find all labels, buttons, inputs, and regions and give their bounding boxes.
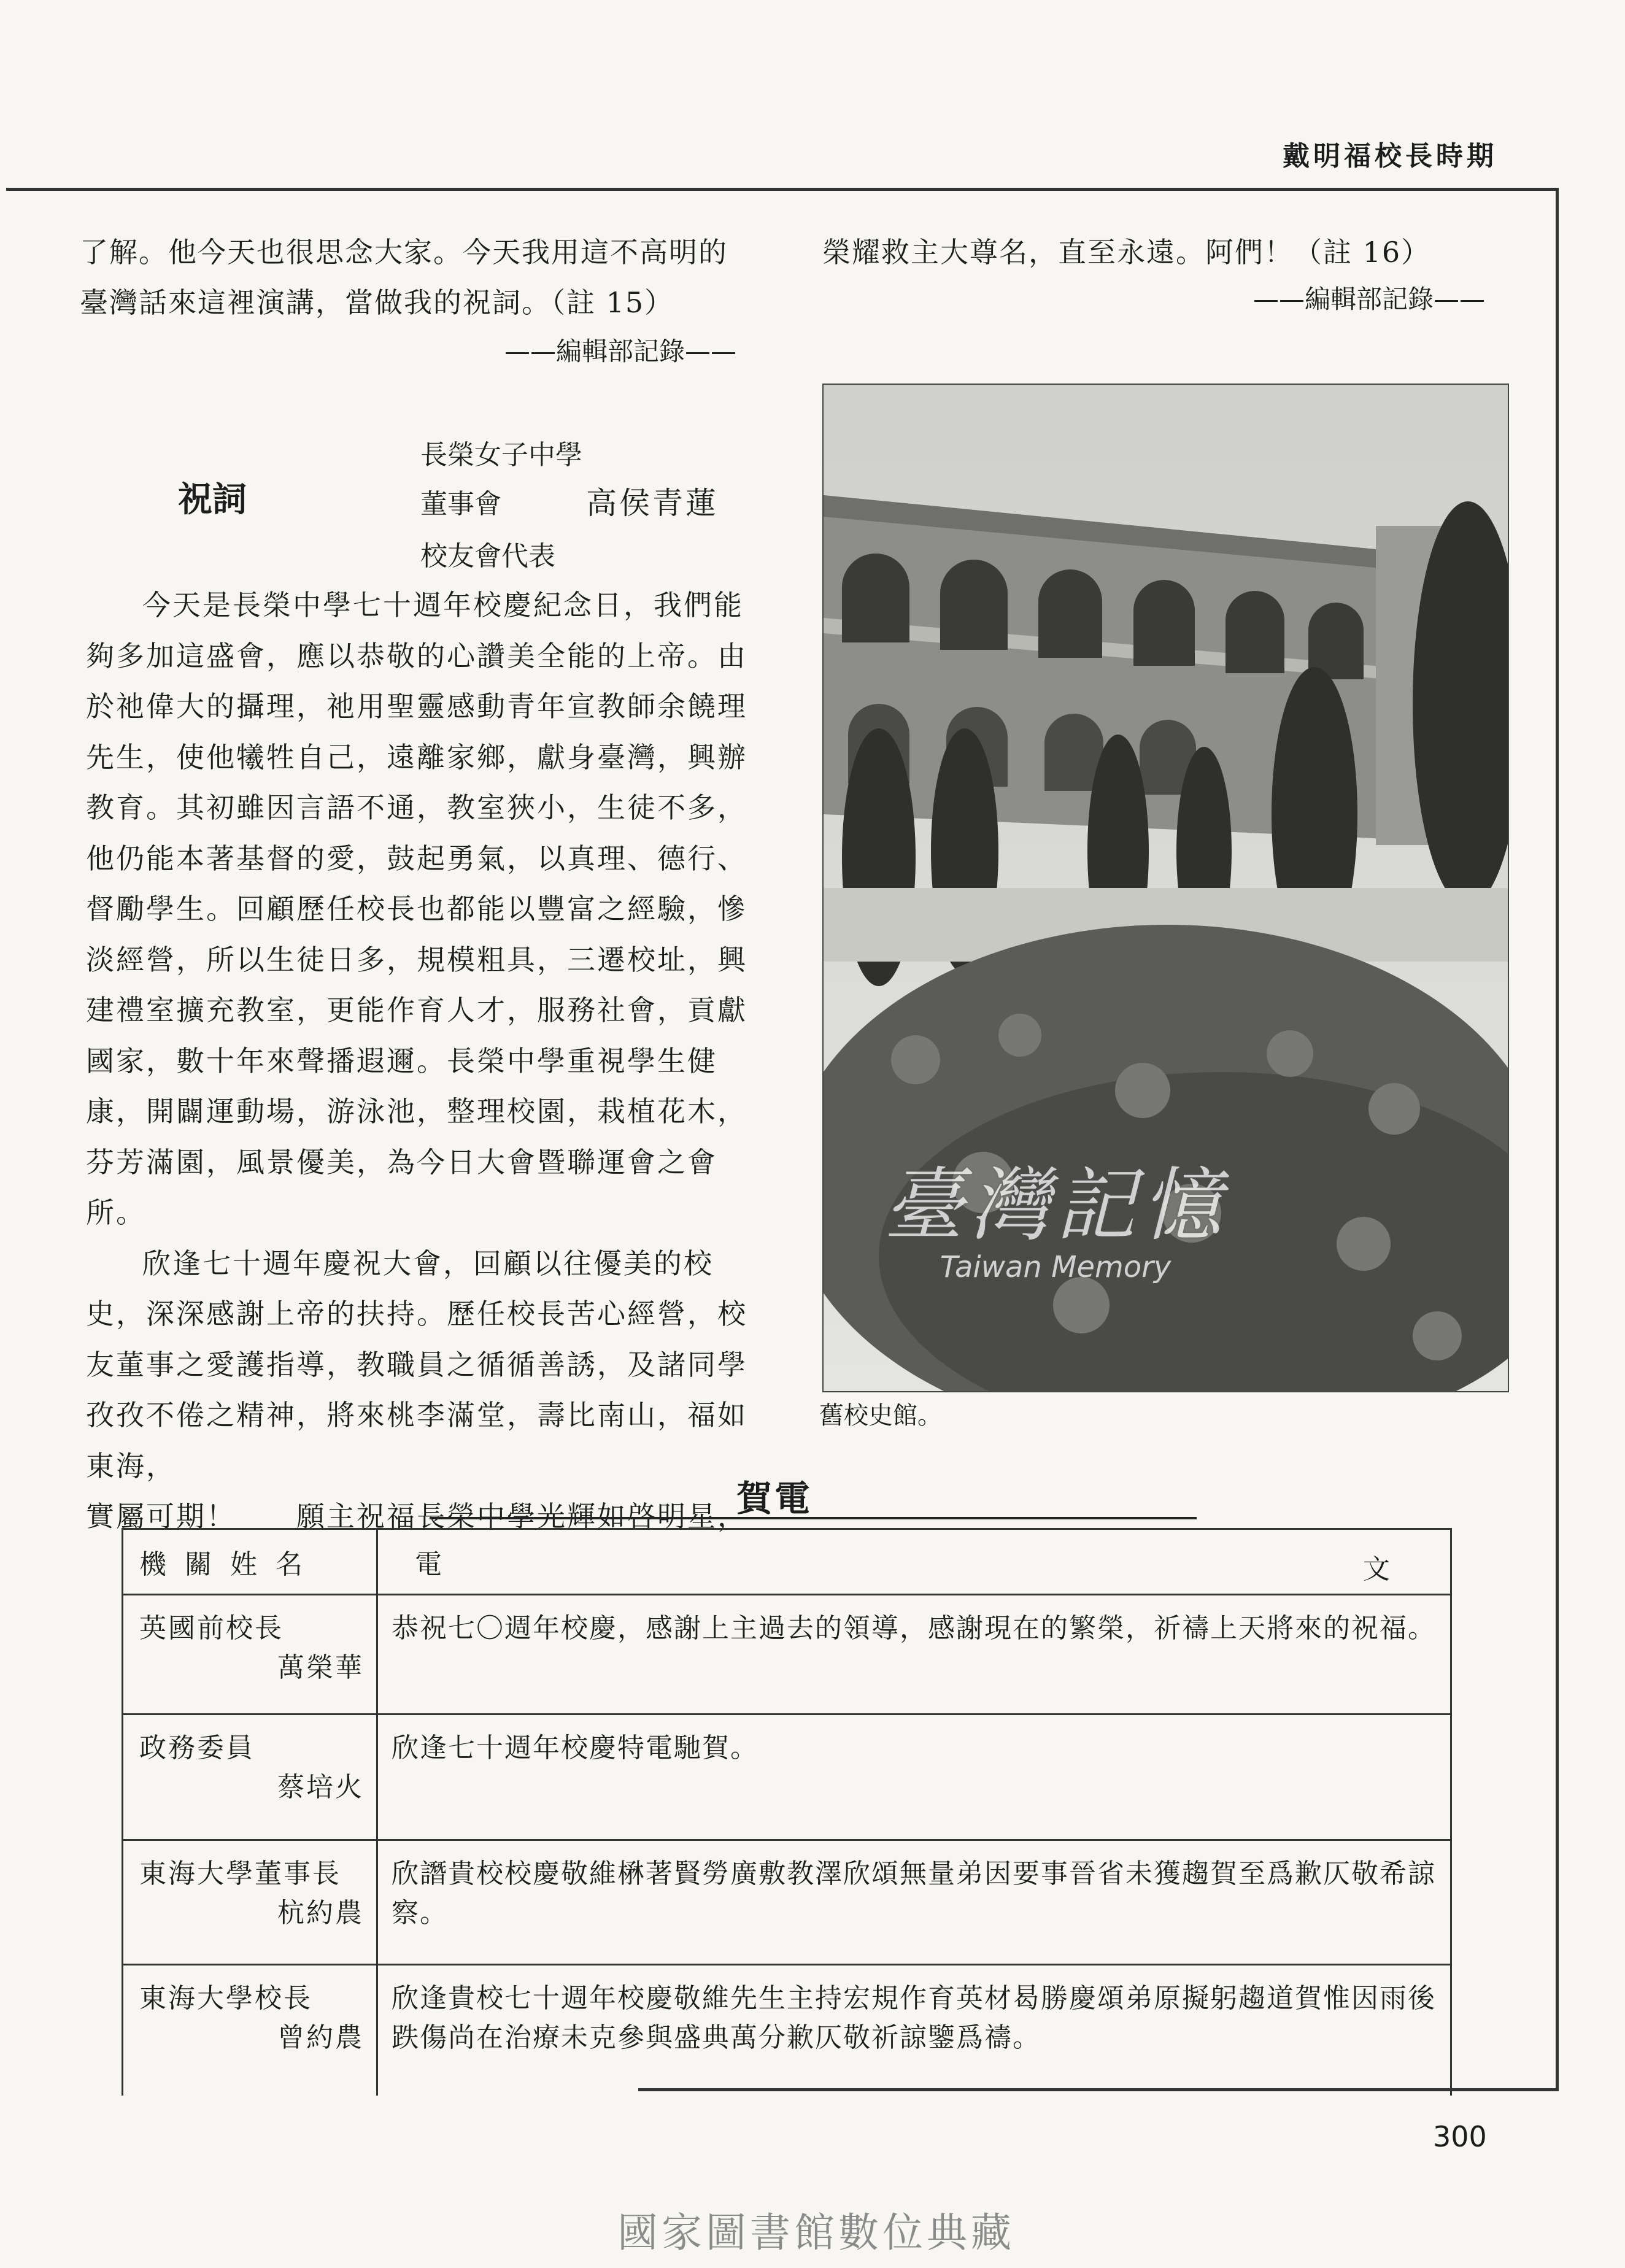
- table-row: [123, 1965, 1451, 2096]
- page-number: 300: [1433, 2120, 1487, 2153]
- header-telegram-text: [377, 1529, 1451, 1595]
- sender-org: 東海大學董事長: [139, 1858, 341, 1889]
- author-org: 長榮女子中學: [420, 439, 582, 471]
- header-org-name: 機 關 姓 名: [123, 1529, 377, 1595]
- author-name: 高侯青蓮: [586, 485, 719, 521]
- left-continuation: [80, 227, 736, 328]
- right-continuation: [822, 227, 1497, 277]
- sender-org: 政務委員: [139, 1732, 255, 1764]
- blessing-paragraph-2: 欣逢七十週年慶祝大會，回顧以往優美的校史，深深感謝上帝的扶持。歷任校長苦心經營，校友董事之愛護指導，教職員之循循善誘，及諸同學孜孜不倦之精神，將來桃李滿堂，壽比南山，福如東海，: [86, 1246, 747, 1483]
- telegram-text: 欣逢貴校七十週年校慶敬維先生主持宏規作育英材曷勝慶頌弟原擬躬趨道賀惟因雨後跌傷尚在治療未克參與盛典萬分歉仄敬祈諒鑒爲禱。: [377, 1965, 1451, 2096]
- watermark-english: Taiwan Memory: [940, 1250, 1171, 1284]
- library-footer: 國家圖書館數位典藏: [617, 2209, 1015, 2256]
- author-board: 董事會: [420, 488, 501, 520]
- telegram-title: 賀電: [736, 1478, 813, 1519]
- right-line-1: 榮耀救主大尊名，直至永遠。阿們！（註 16）: [822, 236, 1431, 269]
- telegram-table: [122, 1528, 1452, 2096]
- telegram-title-rule: [430, 1517, 1197, 1519]
- sender-name: 曾約農: [277, 2022, 364, 2053]
- frame-top-rule: [6, 188, 1559, 191]
- header-text-right: 文: [1363, 1554, 1395, 1585]
- telegram-text: 欣逢七十週年校慶特電馳賀。: [377, 1714, 1451, 1840]
- sender-cell: [123, 1595, 377, 1714]
- blessing-body: [86, 580, 749, 1542]
- sender-org: 東海大學校長: [139, 1983, 312, 2014]
- sender-name: 杭約農: [277, 1897, 364, 1929]
- watermark-chinese: 臺灣記憶: [883, 1159, 1227, 1252]
- sender-cell: [123, 1965, 377, 2096]
- table-header-row: [123, 1529, 1451, 1595]
- table-row: [123, 1595, 1451, 1714]
- header-text-left: 電: [415, 1549, 447, 1580]
- photo-caption: 舊校史館。: [819, 1402, 942, 1430]
- blessing-last-line: 實屬可期！ 願主祝福長榮中學光輝如啓明星，: [86, 1500, 747, 1533]
- table-row: [123, 1840, 1451, 1965]
- telegram-text: 欣譖貴校校慶敬維楙著賢勞廣敷教澤欣頌無量弟因要事晉省未獲趨賀至爲歉仄敬希諒察。: [377, 1840, 1451, 1965]
- left-line-2: 臺灣話來這裡演講，當做我的祝詞。（註 15）: [80, 286, 674, 319]
- sender-cell: [123, 1714, 377, 1840]
- sender-org: 英國前校長: [139, 1613, 284, 1644]
- photo-watermark: [816, 1141, 1295, 1284]
- left-line-1: 了解。他今天也很思念大家。今天我用這不高明的: [80, 236, 728, 269]
- telegram-text: 恭祝七〇週年校慶，感謝上主過去的領導，感謝現在的繁榮，祈禱上天將來的祝福。: [377, 1595, 1451, 1714]
- sender-cell: [123, 1840, 377, 1965]
- table-row: [123, 1714, 1451, 1840]
- running-header: 戴明福校長時期: [1283, 141, 1497, 172]
- right-credit: ——編輯部記錄——: [1253, 284, 1485, 314]
- blessing-paragraph-1: 今天是長榮中學七十週年校慶紀念日，我們能夠多加這盛會，應以恭敬的心讚美全能的上帝。由於祂偉大的攝理，祂用聖靈感動青年宣教師余饒理先生，使他犧牲自己，遠離家鄉，獻身臺灣，興辦教育。其初雖因言語不通，教室狹小，生徒不多，他仍能本著基督的愛，鼓起勇氣，以真理、德行、督勵學生。回顧歷任校長也都能以豐富之經驗，慘淡經營，所以生徒日多，規模粗具，三遷校址，興建禮室擴充教室，更能作育人才，服務社會，貢獻國家，數十年來聲播遐邇。長榮中學重視學生健康，開闢運動場，游泳池，整理校園，栽植花木，芬芳滿園，風景優美，為今日大會暨聯運會之會所。: [86, 588, 747, 1229]
- author-alumni: 校友會代表: [420, 541, 555, 572]
- left-credit: ——編輯部記錄——: [504, 336, 736, 366]
- blessing-title: 祝詞: [178, 480, 247, 520]
- sender-name: 萬榮華: [277, 1652, 364, 1683]
- sender-name: 蔡培火: [277, 1772, 364, 1803]
- frame-right-rule: [1556, 188, 1559, 2090]
